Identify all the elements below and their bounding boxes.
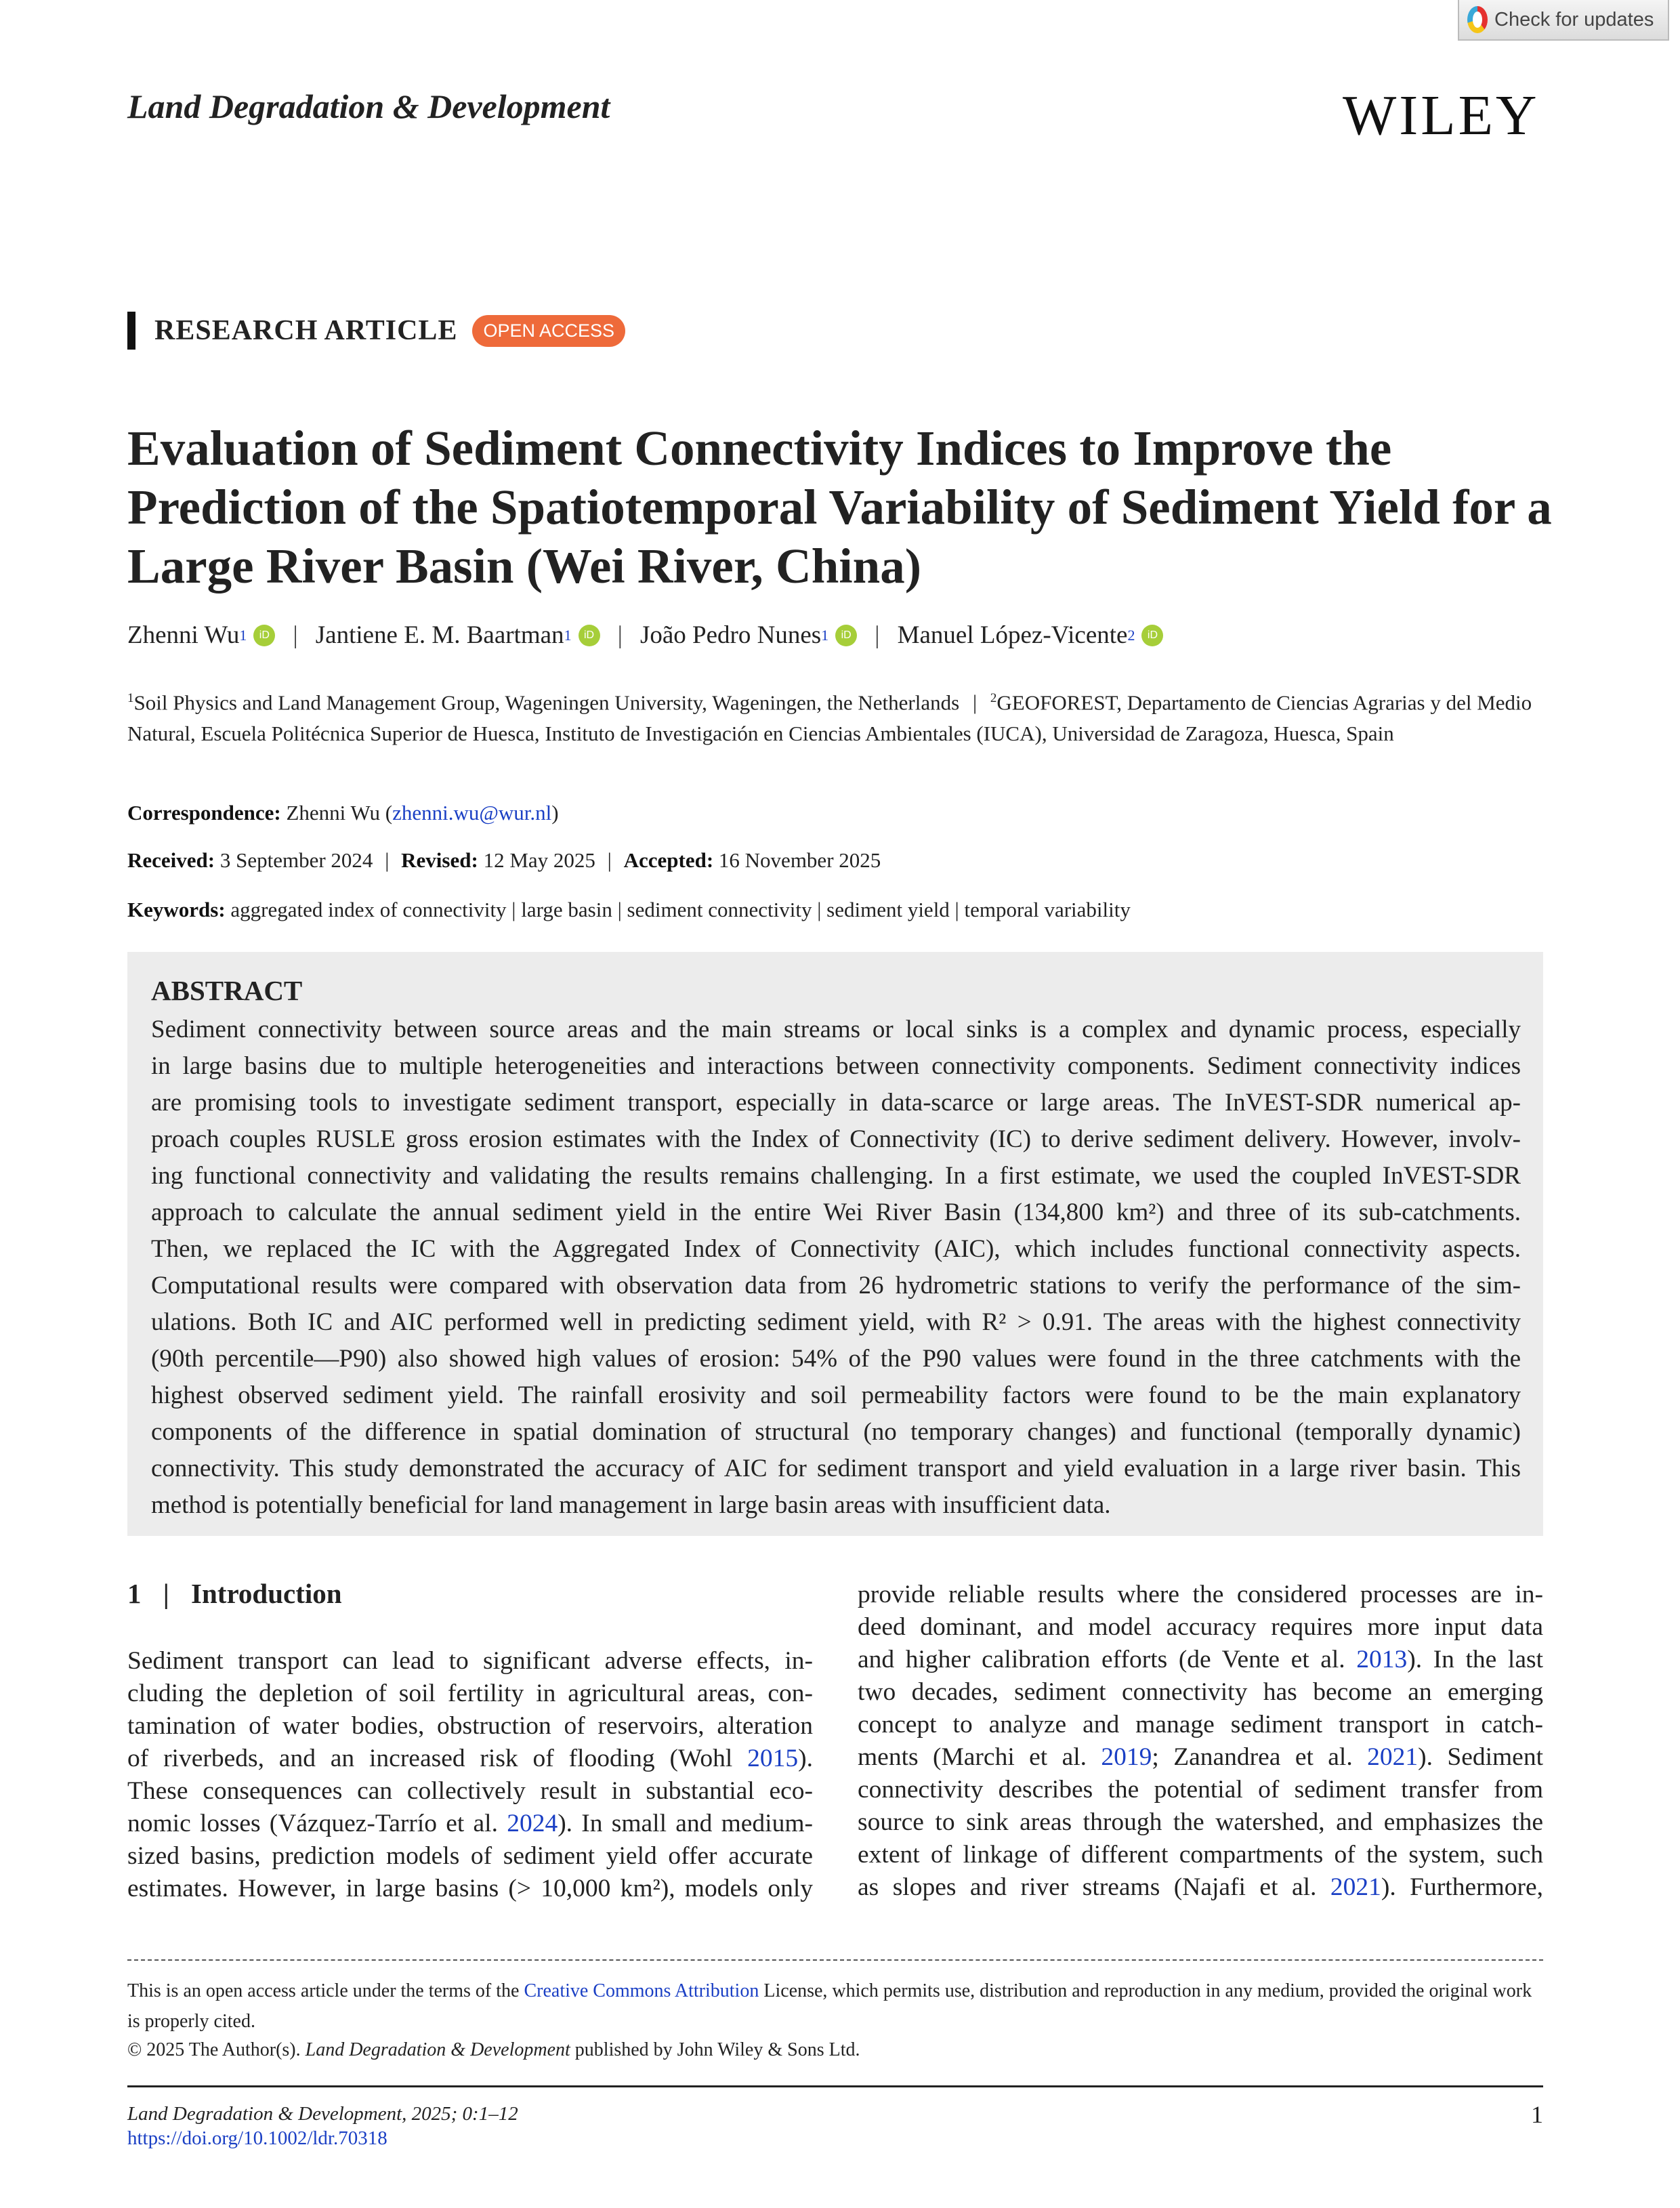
section-number: 1	[127, 1578, 142, 1609]
text-line: Then, we replaced the IC with the Aggregated Index of Connectivity (AIC), which includes functional connectivity aspects.	[151, 1235, 1521, 1263]
accepted-label: Accepted:	[623, 848, 714, 872]
copyright-text: published by John Wiley & Sons Ltd.	[570, 2039, 860, 2060]
accepted-date: 16 November 2025	[718, 848, 881, 872]
copyright-text: © 2025 The Author(s).	[127, 2039, 306, 2060]
keywords-text: aggregated index of connectivity | large basin | sediment connectivity | sediment yield | temporal variability	[230, 898, 1131, 921]
separator: |	[607, 848, 612, 872]
text-line: cluding the depletion of soil fertility in agricultural areas, con-	[127, 1680, 813, 1707]
text-line: ments (Marchi et al. 2019; Zanandrea et al. 2021). Sediment	[858, 1743, 1543, 1771]
citation-link[interactable]: 2021	[1330, 1873, 1381, 1901]
footnote-divider	[127, 1959, 1543, 1961]
license-link[interactable]: Creative Commons Attribution	[524, 1980, 759, 2001]
separator: |	[972, 690, 978, 715]
author-name[interactable]: Manuel López-Vicente	[897, 621, 1128, 649]
author-name[interactable]: Zhenni Wu	[127, 621, 240, 649]
text-line: concept to analyze and manage sediment transport in catch-	[858, 1711, 1543, 1738]
text-line: of riverbeds, and an increased risk of flooding (Wohl 2015).	[127, 1745, 813, 1772]
text-line: in large basins due to multiple heterogeneities and interactions between connectivity components. Sediment connectivity indices	[151, 1052, 1521, 1080]
keywords	[127, 898, 1131, 922]
text-line: These consequences can collectively result in substantial eco-	[127, 1777, 813, 1805]
text-line: are promising tools to investigate sediment transport, especially in data-scarce or large areas. The InVEST-SDR numerical ap-	[151, 1089, 1521, 1117]
author-affiliation[interactable]: 1	[821, 626, 829, 644]
affiliation-number: 1	[127, 691, 134, 705]
footer-rule	[127, 2085, 1543, 2087]
text-line: Sediment transport can lead to significant adverse effects, in-	[127, 1647, 813, 1675]
publisher-logo: WILEY	[1343, 84, 1540, 147]
page-number: 1	[1531, 2101, 1543, 2128]
text-line: ing functional connectivity and validating the results remains challenging. In a first estimate, we used the coupled InVEST-SDR	[151, 1162, 1521, 1190]
article-type	[127, 312, 625, 350]
article-type-label: RESEARCH ARTICLE	[154, 315, 458, 346]
correspondence-name: Zhenni Wu (	[286, 801, 393, 825]
separator: |	[293, 621, 298, 649]
text-line: connectivity describes the potential of sediment transfer from	[858, 1776, 1543, 1804]
open-access-badge: OPEN ACCESS	[472, 315, 625, 347]
section-title: Introduction	[191, 1578, 342, 1609]
author-affiliation[interactable]: 1	[239, 626, 247, 644]
author-name[interactable]: João Pedro Nunes	[639, 621, 822, 649]
section-heading	[127, 1577, 342, 1610]
copyright	[127, 2039, 860, 2061]
author-list	[127, 621, 1181, 650]
text-line: approach to calculate the annual sediment yield in the entire Wei River Basin (134,800 km²) and three of its sub-catchments.	[151, 1199, 1521, 1226]
text-line: and higher calibration efforts (de Vente et al. 2013). In the last	[858, 1646, 1543, 1673]
license-text: License, which permits use, distribution and reproduction in any medium, provided the original work is properly cited.	[127, 1980, 1532, 2032]
text-line: ulations. Both IC and AIC performed well in predicting sediment yield, with R² > 0.91. The areas with the highest connectivity	[151, 1308, 1521, 1336]
email-link[interactable]: zhenni.wu@wur.nl	[392, 801, 552, 825]
revised-label: Revised:	[401, 848, 478, 872]
citation-link[interactable]: 2019	[1101, 1743, 1152, 1771]
text-line: extent of linkage of different compartments of the system, such	[858, 1841, 1543, 1869]
received-label: Received:	[127, 848, 215, 872]
citation-link[interactable]: 2013	[1356, 1646, 1408, 1673]
affiliation-1: Soil Physics and Land Management Group, Wageningen University, Wageningen, the Netherlands	[133, 690, 960, 715]
copyright-journal: Land Degradation & Development	[305, 2039, 570, 2060]
text-line: method is potentially beneficial for land management in large basin areas with insufficient data.	[151, 1491, 1111, 1519]
text-line: two decades, sediment connectivity has become an emerging	[858, 1678, 1543, 1706]
article-dates	[127, 848, 881, 873]
affiliation-number: 2	[990, 691, 997, 705]
author-affiliation[interactable]: 1	[564, 626, 572, 644]
orcid-icon[interactable]: iD	[1141, 625, 1163, 646]
article-title: Evaluation of Sediment Connectivity Indices to Improve the Prediction of the Spatiotemporal Variability of Sediment Yield for a Large River Basin (Wei River, China)	[127, 421, 1552, 593]
license-note	[127, 1976, 1543, 2037]
orcid-icon[interactable]: iD	[579, 625, 600, 646]
license-text: This is an open access article under the terms of the	[127, 1980, 524, 2001]
text-line: tamination of water bodies, obstruction of reservoirs, alteration	[127, 1712, 813, 1740]
text-line: components of the difference in spatial domination of structural (no temporary changes) and functional (temporally dynamic)	[151, 1418, 1521, 1446]
separator: |	[617, 621, 623, 649]
paren: )	[551, 801, 559, 825]
text-line: proach couples RUSLE gross erosion estimates with the Index of Connectivity (IC) to derive sediment delivery. However, involv-	[151, 1125, 1521, 1153]
correspondence-label: Correspondence:	[127, 801, 281, 825]
check-for-updates-label: Check for updates	[1494, 8, 1654, 30]
intro-right-column	[858, 1579, 1543, 1904]
text-line: Sediment connectivity between source areas and the main streams or local sinks is a complex and dynamic process, especially	[151, 1016, 1521, 1043]
correspondence	[127, 801, 559, 825]
text-line: sized basins, prediction models of sediment yield offer accurate	[127, 1842, 813, 1870]
text-line: estimates. However, in large basins (> 10,000 km²), models only	[127, 1875, 813, 1902]
text-line: deed dominant, and model accuracy requires more input data	[858, 1613, 1543, 1641]
orcid-icon[interactable]: iD	[253, 625, 275, 646]
author-name[interactable]: Jantiene E. M. Baartman	[315, 621, 564, 649]
keywords-label: Keywords:	[127, 898, 226, 921]
separator: |	[385, 848, 390, 872]
citation-link[interactable]: 2021	[1367, 1743, 1419, 1771]
text-line: (90th percentile—P90) also showed high values of erosion: 54% of the P90 values were found in the three catchments with the	[151, 1345, 1521, 1373]
affiliations	[127, 683, 1543, 749]
intro-left-column	[127, 1645, 813, 1905]
separator: |	[875, 621, 880, 649]
crossmark-icon	[1467, 6, 1488, 33]
text-line: Computational results were compared with observation data from 26 hydrometric stations to verify the performance of the sim-	[151, 1272, 1521, 1299]
separator: |	[163, 1578, 169, 1609]
affiliation-2: GEOFOREST, Departamento de Ciencias Agrarias y del Medio Natural, Escuela Politécnica Superior de Huesca, Instituto de Investigación en Ciencias Ambientales (IUCA), Universidad de Zaragoza, Huesca, Spain	[127, 690, 1532, 746]
text-line: source to sink areas through the watershed, and emphasizes the	[858, 1808, 1543, 1836]
orcid-icon[interactable]: iD	[835, 625, 857, 646]
doi-link[interactable]: https://doi.org/10.1002/ldr.70318	[127, 2127, 387, 2149]
abstract-box	[127, 952, 1543, 1536]
citation-link[interactable]: 2015	[747, 1745, 799, 1772]
text-line: highest observed sediment yield. The rainfall erosivity and soil permeability factors were found to be the main explanatory	[151, 1381, 1521, 1409]
journal-name: Land Degradation & Development	[127, 87, 610, 125]
author-affiliation[interactable]: 2	[1127, 626, 1135, 644]
text-line: as slopes and river streams (Najafi et al. 2021). Furthermore,	[858, 1873, 1544, 1901]
revised-date: 12 May 2025	[483, 848, 595, 872]
citation-link[interactable]: 2024	[507, 1810, 558, 1837]
footer-citation: Land Degradation & Development, 2025; 0:1–12	[127, 2103, 518, 2125]
abstract-body	[151, 1012, 1521, 1524]
text-line: provide reliable results where the considered processes are in-	[858, 1581, 1543, 1608]
check-for-updates-button[interactable]	[1458, 0, 1669, 41]
abstract-heading: ABSTRACT	[151, 975, 303, 1006]
text-line: nomic losses (Vázquez-Tarrío et al. 2024). In small and medium-	[127, 1810, 813, 1837]
received-date: 3 September 2024	[219, 848, 373, 872]
text-line: connectivity. This study demonstrated the accuracy of AIC for sediment transport and yield evaluation in a large river basin. This	[151, 1455, 1521, 1482]
article-type-bar	[127, 312, 135, 350]
